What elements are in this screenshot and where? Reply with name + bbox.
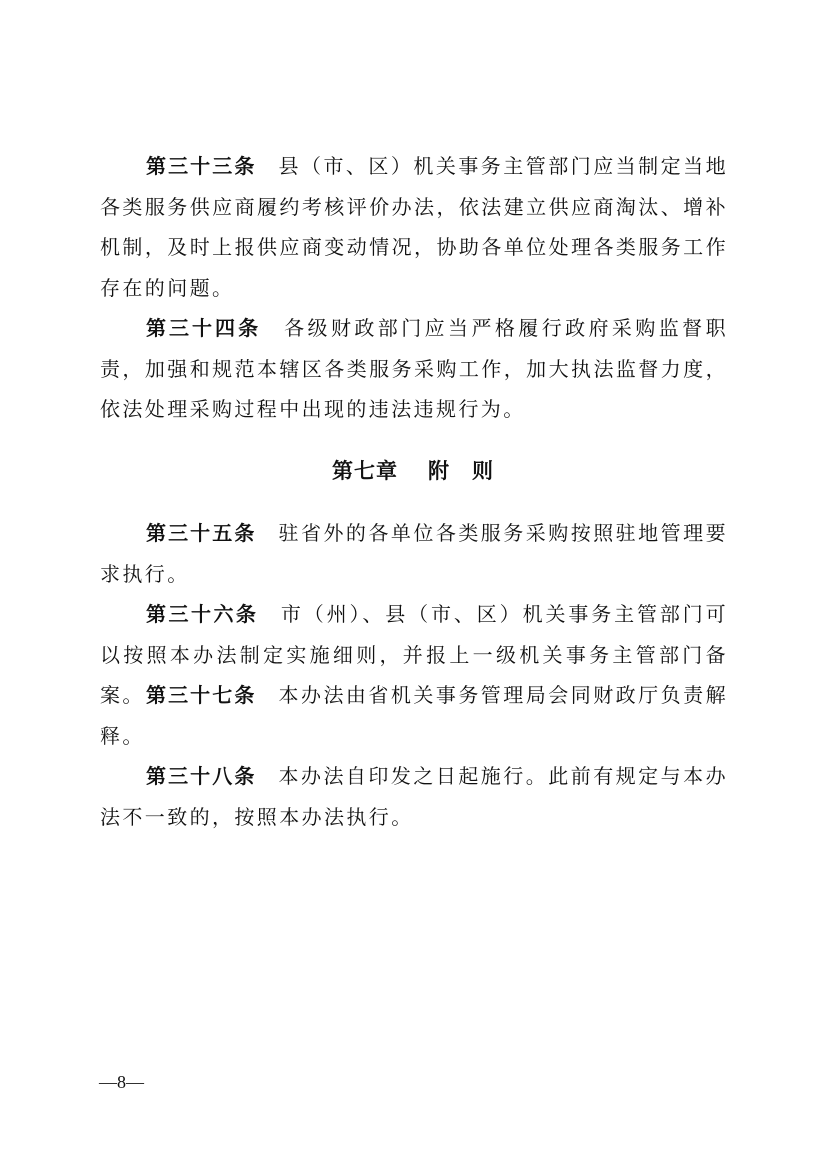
article-33 (100, 146, 728, 308)
article-number: 第三十八条 (146, 764, 257, 788)
article-number: 第三十六条 (146, 602, 259, 626)
article-text: 市（州）、县（市、区）机关事务主管部门可以按照本办法制定实施细则，并报上一级机关事务主管部门备案。 (100, 602, 729, 707)
article-text: 本办法由省机关事务管理局会同财政厅负责解释。 (100, 683, 729, 748)
article-number: 第三十四条 (146, 316, 262, 340)
article-35 (100, 513, 728, 594)
article-37 (100, 675, 728, 756)
chapter-heading (0, 455, 826, 485)
article-number: 第三十三条 (146, 154, 257, 178)
article-34 (100, 308, 728, 430)
article-text: 各级财政部门应当严格履行政府采购监督职责，加强和规范本辖区各类服务采购工作，加大执法监督力度，依法处理采购过程中出现的违法违规行为。 (100, 316, 729, 421)
chapter-name: 附 则 (428, 459, 494, 483)
chapter-label: 第七章 (332, 459, 398, 483)
article-text: 本办法自印发之日起施行。此前有规定与本办法不一致的，按照本办法执行。 (100, 764, 729, 829)
article-text: 驻省外的各单位各类服务采购按照驻地管理要求执行。 (100, 521, 729, 586)
article-number: 第三十七条 (146, 683, 257, 707)
article-text: 县（市、区）机关事务主管部门应当制定当地各类服务供应商履约考核评价办法，依法建立供应商淘汰、增补机制，及时上报供应商变动情况，协助各单位处理各类服务工作存在的问题。 (100, 154, 729, 300)
article-number: 第三十五条 (146, 521, 257, 545)
article-38 (100, 756, 728, 837)
page-number: —8— (99, 1072, 144, 1092)
